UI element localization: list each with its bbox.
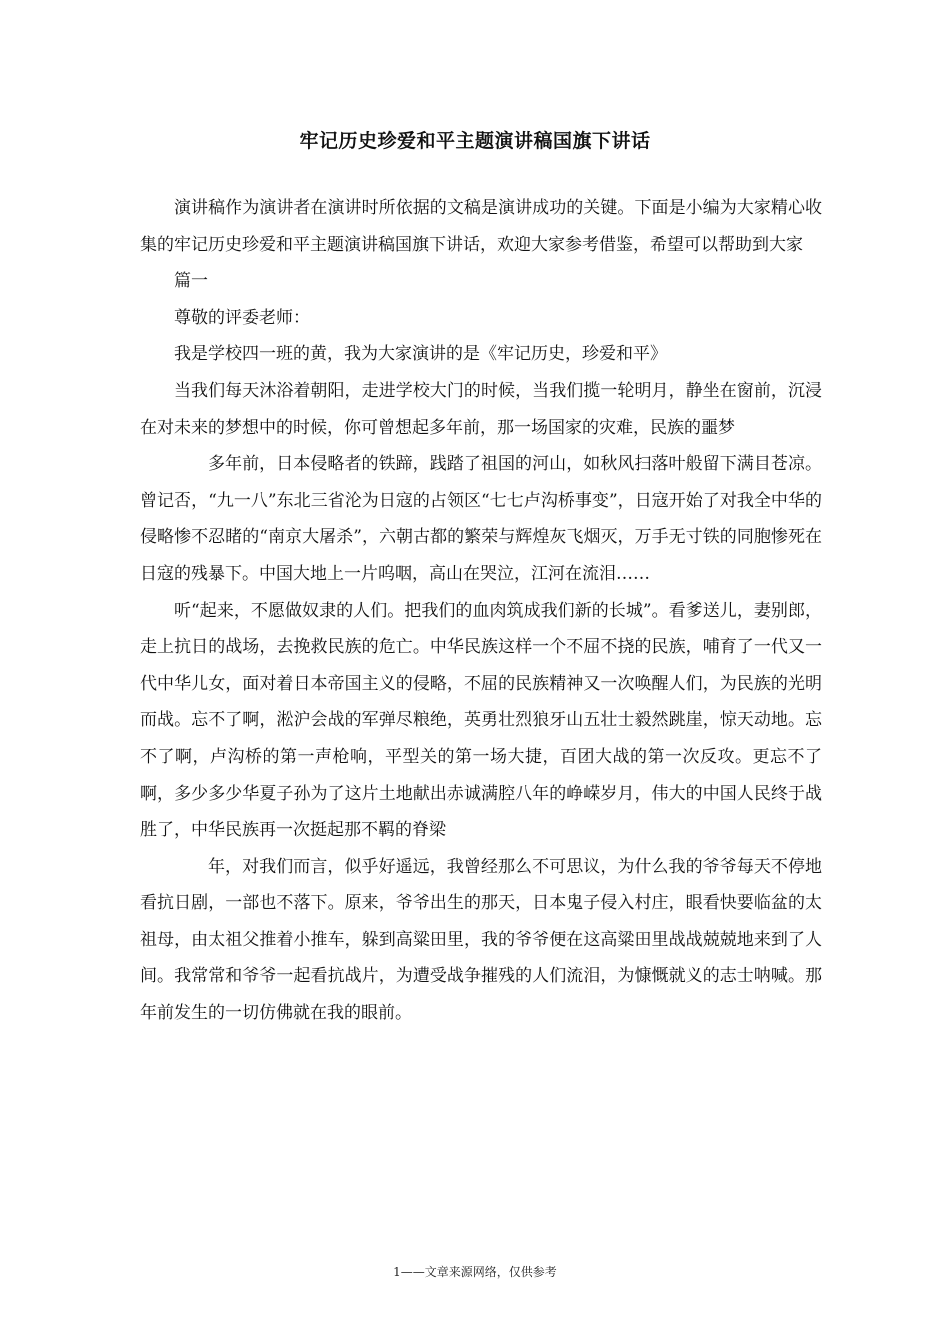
body-paragraph: 听“起来，不愿做奴隶的人们。把我们的血肉筑成我们新的长城”。看爹送儿，妻别郎，走上抗日的战场，去挽救民族的危亡。中华民族这样一个不屈不挠的民族，哺育了一代又一代中华儿女，面对着日本帝国主义的侵略，不屈的民族精神又一次唤醒人们，为民族的光明而战。忘不了啊，淞沪会战的军弹尽粮绝，英勇壮烈狼牙山五壮士毅然跳崖，惊天动地。忘不了啊，卢沟桥的第一声枪响，平型关的第一场大捷，百团大战的第一次反攻。更忘不了啊，多少多少华夏子孙为了这片土地献出赤诚满腔八年的峥嵘岁月，伟大的中国人民终于战胜了，中华民族再一次挺起那不羁的脊梁 [140, 600, 822, 841]
page-footer: 1——文章来源网络，仅供参考 [393, 1265, 557, 1279]
body-paragraph: 当我们每天沐浴着朝阳，走进学校大门的时候，当我们揽一轮明月，静坐在窗前，沉浸在对未来的梦想中的时候，你可曾想起多年前，那一场国家的灾难，民族的噩梦 [140, 380, 822, 438]
section-heading: 篇一 [174, 271, 208, 292]
body-paragraph: 多年前，日本侵略者的铁蹄，践踏了祖国的河山，如秋风扫落叶般留下满目苍凉。曾记否，“九一八”东北三省沦为日寇的占领区“七七卢沟桥事变”，日寇开始了对我全中华的侵略惨不忍睹的“南京大屠杀”，六朝古都的繁荣与辉煌灰飞烟灭，万手无寸铁的同胞惨死在日寇的残暴下。中国大地上一片呜咽，高山在哭泣，江河在流泪…… [140, 454, 822, 584]
speaker-introduction: 我是学校四一班的黄，我为大家演讲的是《牢记历史，珍爱和平》 [174, 344, 667, 365]
body-paragraph: 年，对我们而言，似乎好遥远，我曾经那么不可思议，为什么我的爷爷每天不停地看抗日剧，一部也不落下。原来，爷爷出生的那天，日本鬼子侵入村庄，眼看快要临盆的太祖母，由太祖父推着小推车，躲到高粱田里，我的爷爷便在这高粱田里战战兢兢地来到了人间。我常常和爷爷一起看抗战片，为遭受战争摧残的人们流泪，为慷慨就义的志士呐喊。那年前发生的一切仿佛就在我的眼前。 [140, 856, 822, 1024]
document-body [140, 190, 822, 1032]
salutation: 尊敬的评委老师： [174, 307, 310, 328]
intro-paragraph: 演讲稿作为演讲者在演讲时所依据的文稿是演讲成功的关键。下面是小编为大家精心收集的牢记历史珍爱和平主题演讲稿国旗下讲话，欢迎大家参考借鉴，希望可以帮助到大家 [140, 198, 822, 255]
document-title: 牢记历史珍爱和平主题演讲稿国旗下讲话 [299, 130, 651, 152]
